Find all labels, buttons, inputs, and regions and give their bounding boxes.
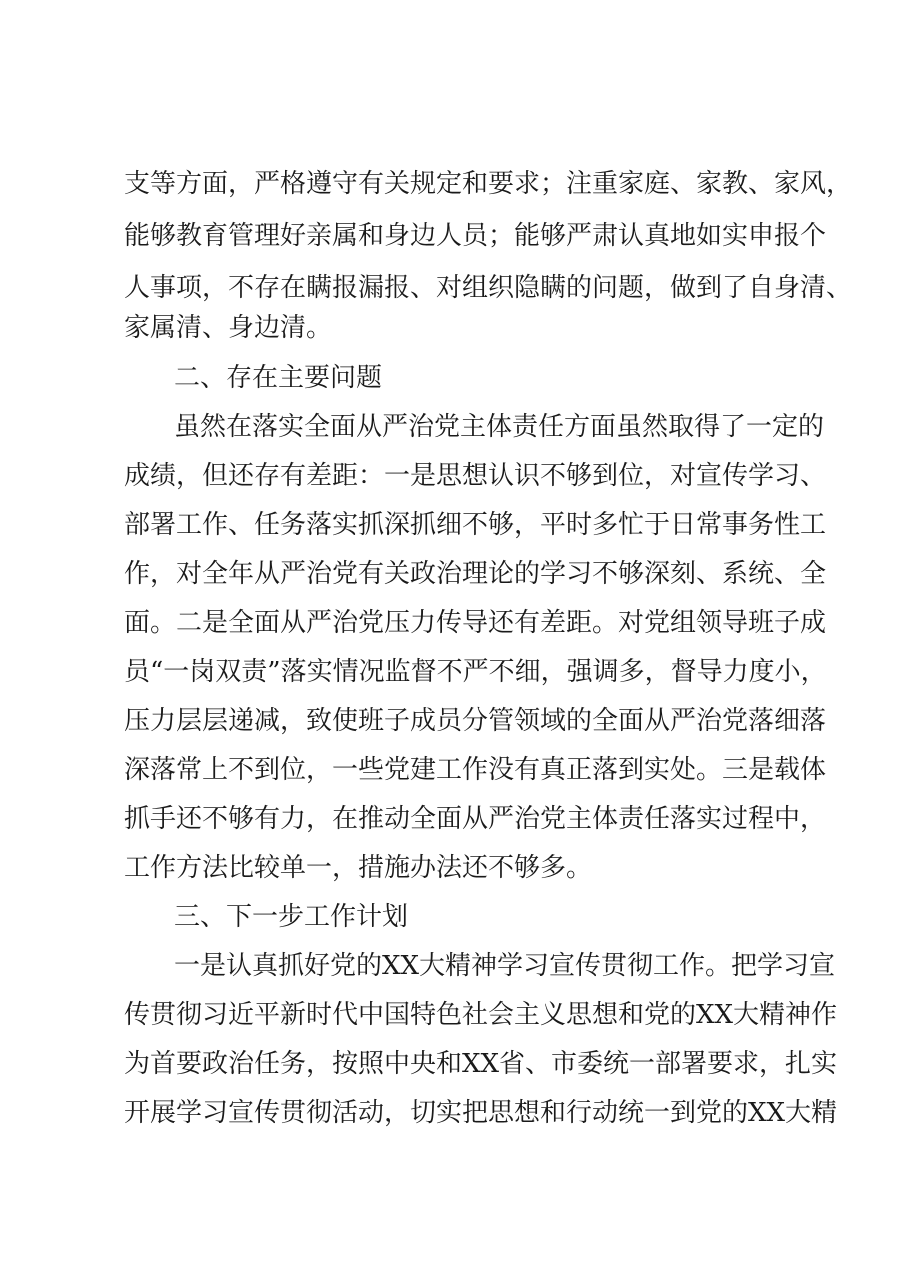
text-line bbox=[0, 793, 909, 845]
text-line bbox=[0, 158, 909, 210]
paragraph-2-line-4: 作，对全年从严治党有关政治理论的学习不够深刻、系统、全 bbox=[124, 559, 827, 589]
paragraph-2-line-3: 部署工作、任务落实抓深抓细不够，平时多忙于日常事务性工 bbox=[124, 510, 827, 540]
paragraph-2-line-1: 虽然在落实全面从严治党主体责任方面虽然取得了一定的 bbox=[174, 412, 825, 442]
text-line bbox=[0, 210, 909, 262]
text-line bbox=[0, 940, 909, 992]
paragraph-2-line-7: 压力层层递减，致使班子成员分管领域的全面从严治党落细落 bbox=[124, 706, 827, 736]
text-line bbox=[0, 891, 909, 943]
text-line bbox=[0, 352, 909, 404]
text-line bbox=[0, 1038, 909, 1090]
text-line bbox=[0, 1087, 909, 1139]
paragraph-3-line-2: 传贯彻习近平新时代中国特色社会主义思想和党的XX大精神作 bbox=[124, 1000, 838, 1030]
paragraph-3-line-1: 一是认真抓好党的XX大精神学习宣传贯彻工作。把学习宣 bbox=[174, 951, 836, 981]
text-line bbox=[0, 548, 909, 600]
paragraph-2-line-5: 面。二是全面从严治党压力传导还有差距。对党组领导班子成 bbox=[124, 608, 827, 638]
section-heading-3: 三、下一步工作计划 bbox=[174, 902, 409, 932]
text-line bbox=[0, 401, 909, 453]
text-line bbox=[0, 842, 909, 894]
text-line bbox=[0, 744, 909, 796]
paragraph-2-line-9: 抓手还不够有力，在推动全面从严治党主体责任落实过程中， bbox=[124, 804, 827, 834]
text-line bbox=[0, 499, 909, 551]
paragraph-2-line-6: 员“一岗双责”落实情况监督不严不细，强调多，督导力度小， bbox=[124, 657, 827, 687]
paragraph-1-line-2: 能够教育管理好亲属和身边人员；能够严肃认真地如实申报个 bbox=[124, 221, 827, 251]
paragraph-1-line-3: 人事项，不存在瞒报漏报、对组织隐瞒的问题，做到了自身清、 bbox=[124, 273, 853, 303]
text-line bbox=[0, 695, 909, 747]
text-line bbox=[0, 597, 909, 649]
paragraph-1-line-1: 支等方面，严格遵守有关规定和要求；注重家庭、家教、家风， bbox=[124, 169, 853, 199]
paragraph-2-line-8: 深落常上不到位，一些党建工作没有真正落到实处。三是载体 bbox=[124, 755, 827, 785]
section-heading-2: 二、存在主要问题 bbox=[174, 363, 383, 393]
text-line bbox=[0, 989, 909, 1041]
text-line bbox=[0, 450, 909, 502]
text-line bbox=[0, 302, 909, 354]
paragraph-2-line-10: 工作方法比较单一，措施办法还不够多。 bbox=[124, 853, 593, 883]
paragraph-3-line-3: 为首要政治任务，按照中央和XX省、市委统一部署要求，扎实 bbox=[124, 1049, 838, 1079]
paragraph-1-line-4: 家属清、身边清。 bbox=[124, 313, 333, 343]
text-line bbox=[0, 646, 909, 698]
paragraph-3-line-4: 开展学习宣传贯彻活动，切实把思想和行动统一到党的XX大精 bbox=[124, 1098, 838, 1128]
paragraph-2-line-2: 成绩，但还存有差距：一是思想认识不够到位，对宣传学习、 bbox=[124, 461, 827, 491]
